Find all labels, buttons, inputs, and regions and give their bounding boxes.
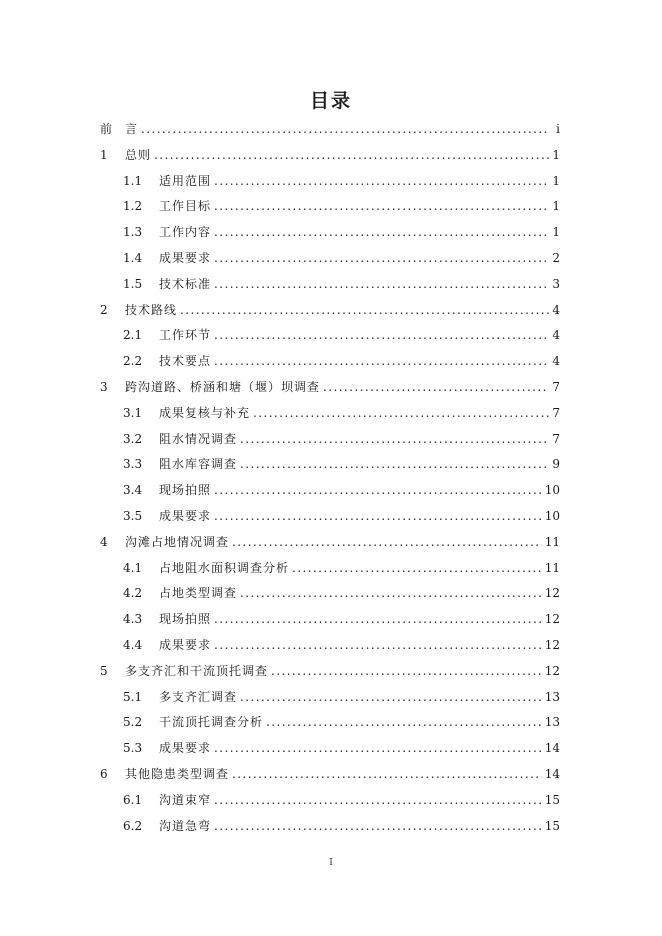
toc-entry[interactable]: [100, 349, 560, 375]
toc-entry-page: 14: [544, 766, 560, 781]
toc-entry-page: 4: [552, 354, 560, 369]
toc-entry[interactable]: [100, 143, 560, 169]
toc-entry-page: 9: [552, 457, 560, 472]
toc-entry-number: 1.3: [123, 225, 143, 240]
toc-entry-label: 言: [125, 122, 139, 136]
toc-entry-label: 占地类型调查: [159, 586, 238, 601]
toc-entry-label: 其他隐患类型调查: [125, 766, 230, 781]
toc-entry[interactable]: [100, 814, 560, 840]
toc-entry-number: 3.4: [123, 483, 143, 498]
toc-entry[interactable]: [100, 478, 560, 504]
toc-entry[interactable]: [100, 788, 560, 814]
toc-entry-number: 4.3: [123, 612, 143, 627]
toc-entry-page: 12: [544, 612, 560, 627]
toc-dot-leader: [214, 349, 549, 375]
toc-entry-label: 成果要求: [159, 637, 212, 652]
toc-dot-leader: [232, 762, 542, 788]
toc-entry-number: 4: [100, 534, 108, 549]
toc-entry-label: 成果复核与补充: [159, 405, 251, 420]
toc-entry-number: 3.3: [123, 457, 143, 472]
toc-entry-number: 3.5: [123, 508, 143, 523]
toc-entry-label: 技术要点: [159, 354, 212, 369]
toc-dot-leader: [180, 298, 549, 324]
toc-dot-leader: [214, 504, 542, 530]
toc-entry-number: 3.2: [123, 431, 143, 446]
toc-entry-label: 沟道束窄: [159, 792, 212, 807]
toc-entry-label: 跨沟道路、桥涵和塘（堰）坝调查: [125, 379, 321, 394]
toc-entry-number: 5: [100, 663, 108, 678]
toc-entry-number: 4.2: [123, 586, 143, 601]
toc-entry[interactable]: [100, 401, 560, 427]
toc-entry[interactable]: [100, 298, 560, 324]
toc-entry-page: 7: [552, 405, 560, 420]
toc-entry-label: 阻水情况调查: [159, 431, 238, 446]
toc-entry[interactable]: [100, 762, 560, 788]
toc-dot-leader: [214, 220, 549, 246]
toc-entry-page: 4: [552, 302, 560, 317]
toc-entry[interactable]: [100, 633, 560, 659]
toc-entry-number: 4.4: [123, 637, 143, 652]
toc-entry-page: 14: [544, 741, 560, 756]
toc-entry-label: 多支齐汇调查: [159, 689, 238, 704]
toc-entry-page: 10: [544, 483, 560, 498]
toc-entry-page: 7: [552, 379, 560, 394]
toc-entry-page: 7: [552, 431, 560, 446]
toc-title: 目录: [309, 90, 352, 112]
toc-entry[interactable]: [100, 272, 560, 298]
toc-entry-label: 适用范围: [159, 173, 212, 188]
toc-dot-leader: [240, 581, 542, 607]
toc-entry-label: 成果要求: [159, 250, 212, 265]
toc-entry-label: 现场拍照: [159, 483, 212, 498]
toc-dot-leader: [214, 169, 549, 195]
toc-entry[interactable]: [100, 659, 560, 685]
toc-entry[interactable]: [100, 117, 560, 143]
toc-entry[interactable]: [100, 736, 560, 762]
page-number-footer: I: [329, 858, 333, 868]
toc-entry-page: 10: [544, 508, 560, 523]
toc-entry-page: i: [556, 122, 560, 136]
toc-entry-page: 13: [544, 715, 560, 730]
toc-dot-leader: [214, 736, 542, 762]
toc-entry-page: 11: [544, 534, 560, 549]
toc-dot-leader: [240, 452, 549, 478]
toc-entry-label: 工作内容: [159, 225, 212, 240]
toc-dot-leader: [253, 401, 549, 427]
toc-entry-page: 15: [544, 792, 560, 807]
toc-entry-number: 5.1: [123, 689, 143, 704]
toc-entry-label: 工作环节: [159, 328, 212, 343]
toc-dot-leader: [292, 556, 542, 582]
toc-entry[interactable]: [100, 452, 560, 478]
toc-entry-label: 工作目标: [159, 199, 212, 214]
toc-dot-leader: [323, 375, 549, 401]
toc-entry-number: 3.1: [123, 405, 143, 420]
toc-dot-leader: [240, 685, 542, 711]
toc-entry-label: 阻水库容调查: [159, 457, 238, 472]
toc-entry[interactable]: [100, 246, 560, 272]
toc-entry-number: 5.3: [123, 741, 143, 756]
toc-entry-number: 6: [100, 766, 108, 781]
toc-entry-page: 11: [544, 560, 560, 575]
toc-entry-number: 2.2: [123, 354, 143, 369]
toc-entry-number: 1.1: [123, 173, 143, 188]
toc-entry-page: 13: [544, 689, 560, 704]
toc-entry-number: 3: [100, 379, 108, 394]
toc-entry-label: 成果要求: [159, 741, 212, 756]
toc-entry-label: 干流顶托调查分析: [159, 715, 264, 730]
toc-entry-number: 6.1: [123, 792, 143, 807]
toc-entry-label: 总则: [125, 147, 152, 162]
toc-entry-page: 1: [552, 199, 560, 214]
toc-entry-number: 前: [100, 122, 113, 136]
toc-entry-number: 4.1: [123, 560, 143, 575]
toc-dot-leader: [214, 814, 542, 840]
toc-entry[interactable]: [100, 710, 560, 736]
toc-dot-leader: [240, 427, 549, 453]
toc-entry-number: 1.5: [123, 276, 143, 291]
toc-dot-leader: [214, 323, 549, 349]
toc-entry-label: 占地阻水面积调查分析: [159, 560, 290, 575]
toc-dot-leader: [266, 710, 542, 736]
toc-entry-label: 沟道急弯: [159, 818, 212, 833]
toc-entry[interactable]: [100, 194, 560, 220]
toc-dot-leader: [214, 272, 549, 298]
toc-entry[interactable]: [100, 530, 560, 556]
toc-entry[interactable]: [100, 581, 560, 607]
toc-entry-label: 沟滩占地情况调查: [125, 534, 230, 549]
toc-entry-page: 12: [544, 637, 560, 652]
toc-entry-page: 1: [552, 173, 560, 188]
toc-entry-page: 1: [552, 147, 560, 162]
toc-entry-page: 1: [552, 225, 560, 240]
toc-entry[interactable]: [100, 169, 560, 195]
toc-entry-page: 2: [552, 250, 560, 265]
toc-entry-number: 1: [100, 147, 108, 162]
toc-dot-leader: [214, 246, 549, 272]
toc-entry-number: 1.2: [123, 199, 143, 214]
toc-entry-label: 技术路线: [125, 302, 178, 317]
toc-entry[interactable]: [100, 220, 560, 246]
toc-dot-leader: [214, 633, 542, 659]
toc-entry[interactable]: [100, 323, 560, 349]
toc-entry-page: 3: [552, 276, 560, 291]
toc-dot-leader: [214, 607, 542, 633]
toc-entry-number: 6.2: [123, 818, 143, 833]
toc-entry[interactable]: [100, 556, 560, 582]
toc-entry-number: 2.1: [123, 328, 143, 343]
toc-dot-leader: [232, 530, 542, 556]
toc-entry-page: 15: [544, 818, 560, 833]
toc-entry-label: 成果要求: [159, 508, 212, 523]
toc-dot-leader: [214, 788, 542, 814]
toc-entry-page: 12: [544, 586, 560, 601]
toc-entry[interactable]: [100, 375, 560, 401]
toc-entry[interactable]: [100, 427, 560, 453]
toc-dot-leader: [214, 478, 542, 504]
toc-entry-number: 5.2: [123, 715, 143, 730]
toc-entry-label: 技术标准: [159, 276, 212, 291]
toc-entry[interactable]: [100, 685, 560, 711]
toc-entry-number: 2: [100, 302, 108, 317]
toc-entry-page: 12: [544, 663, 560, 678]
toc-entry[interactable]: [100, 504, 560, 530]
toc-dot-leader: [141, 117, 549, 143]
toc-list: [100, 117, 560, 839]
toc-entry[interactable]: [100, 607, 560, 633]
toc-entry-label: 多支齐汇和干流顶托调查: [125, 663, 269, 678]
toc-dot-leader: [154, 143, 549, 169]
toc-entry-label: 现场拍照: [159, 612, 212, 627]
toc-entry-page: 4: [552, 328, 560, 343]
toc-entry-number: 1.4: [123, 250, 143, 265]
toc-dot-leader: [214, 194, 549, 220]
toc-dot-leader: [271, 659, 542, 685]
